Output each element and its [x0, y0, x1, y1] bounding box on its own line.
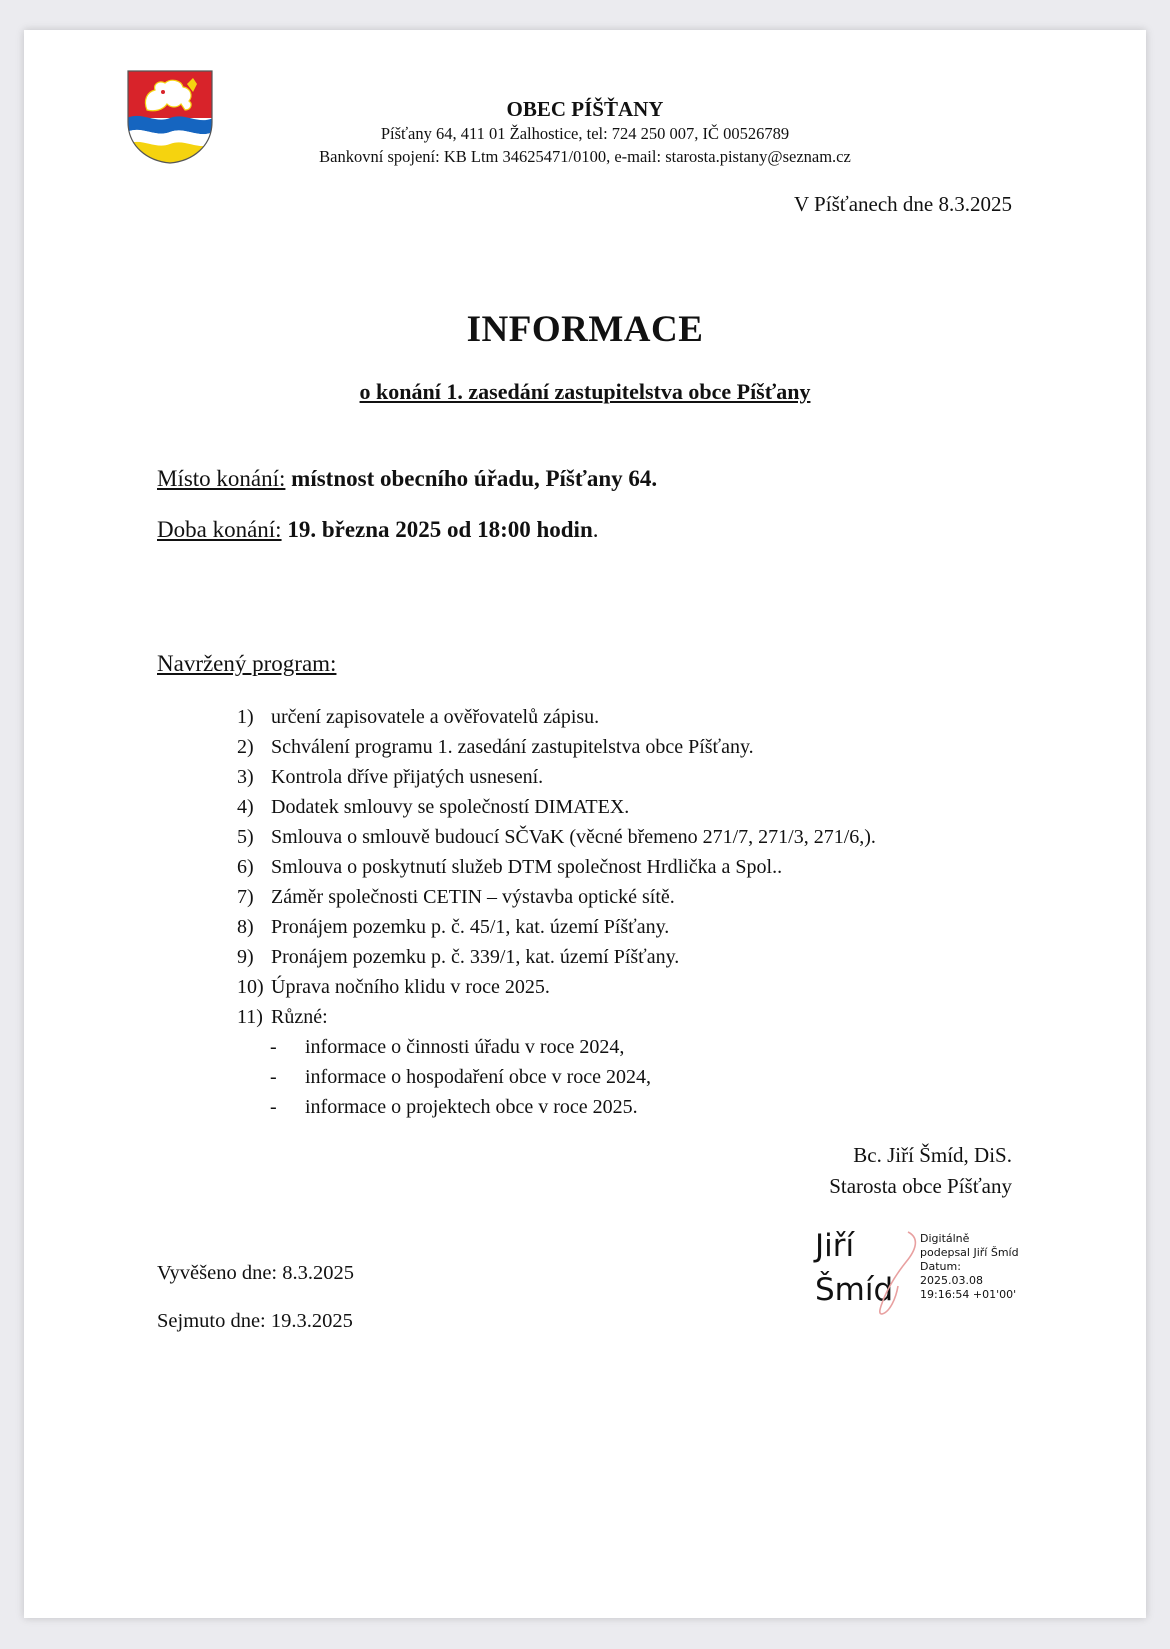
sub-item-text: informace o činnosti úřadu v roce 2024, — [305, 1036, 625, 1058]
municipality-bank-contact: Bankovní spojení: KB Ltm 34625471/0100, e-mail: starosta.pistany@seznam.cz — [319, 147, 851, 166]
program-item-text: Úprava nočního klidu v roce 2025. — [271, 976, 550, 998]
program-item — [237, 1002, 876, 1032]
meeting-time — [157, 517, 599, 543]
meeting-time-value: 19. března 2025 od 18:00 hodin — [287, 517, 593, 542]
program-sub-item — [270, 1062, 651, 1092]
program-sub-item — [270, 1092, 651, 1122]
signature-detail-line: podepsal Jiří Šmíd — [920, 1246, 1019, 1259]
program-item-number: 3) — [237, 766, 254, 788]
program-list — [237, 702, 876, 1032]
program-sub-list — [270, 1032, 651, 1122]
program-item-text: Smlouva o smlouvě budoucí SČVaK (věcné břemeno 271/7, 271/3, 271/6,). — [271, 826, 876, 848]
program-item — [237, 912, 876, 942]
program-item-number: 8) — [237, 916, 254, 938]
sub-item-text: informace o hospodaření obce v roce 2024, — [305, 1066, 651, 1088]
program-item-text: Pronájem pozemku p. č. 45/1, kat. území Píšťany. — [271, 916, 670, 938]
program-item — [237, 822, 876, 852]
program-item-text: určení zapisovatele a ověřovatelů zápisu. — [271, 706, 600, 728]
sub-item-dash: - — [270, 1096, 277, 1118]
signer-name: Bc. Jiří Šmíd, DiS. — [853, 1143, 1012, 1167]
sub-item-text: informace o projektech obce v roce 2025. — [305, 1096, 638, 1118]
program-item-number: 6) — [237, 856, 254, 878]
digital-signature-details — [920, 1232, 1019, 1302]
program-item — [237, 762, 876, 792]
digital-signature-first-name: Jiří — [815, 1228, 855, 1264]
program-item-text: Různé: — [271, 1006, 328, 1028]
signer-role: Starosta obce Píšťany — [829, 1174, 1012, 1198]
program-item-number: 2) — [237, 736, 254, 758]
signature-detail-line: Digitálně — [920, 1232, 970, 1245]
letterhead — [230, 96, 940, 168]
meeting-place-value: místnost obecního úřadu, Píšťany 64. — [291, 466, 658, 491]
digital-signature-last-name: Šmíd — [815, 1272, 894, 1308]
document-date: V Píšťanech dne 8.3.2025 — [794, 192, 1012, 216]
meeting-place-label: Místo konání: — [157, 466, 286, 491]
program-item — [237, 732, 876, 762]
program-item-number: 9) — [237, 946, 254, 968]
program-item-number: 1) — [237, 706, 254, 728]
meeting-time-label: Doba konání: — [157, 517, 282, 542]
signature-detail-line: 19:16:54 +01'00' — [920, 1288, 1017, 1301]
document-subtitle: o konání 1. zasedání zastupitelstva obce Píšťany — [359, 379, 811, 404]
program-item — [237, 942, 876, 972]
program-item-number: 7) — [237, 886, 254, 908]
signature-detail-line: 2025.03.08 — [920, 1274, 983, 1287]
program-item — [237, 852, 876, 882]
posted-date: Vyvěšeno dne: 8.3.2025 — [157, 1262, 355, 1284]
program-item-text: Záměr společnosti CETIN – výstavba optické sítě. — [271, 886, 675, 908]
meeting-place — [157, 466, 657, 492]
program-item-number: 4) — [237, 796, 254, 818]
program-item-text: Schválení programu 1. zasedání zastupitelstva obce Píšťany. — [271, 736, 754, 758]
program-sub-item — [270, 1032, 651, 1062]
signer-block — [829, 1140, 1012, 1202]
removed-date: Sejmuto dne: 19.3.2025 — [157, 1310, 353, 1332]
program-item-text: Smlouva o poskytnutí služeb DTM společnost Hrdlička a Spol.. — [271, 856, 783, 878]
coat-of-arms-icon — [127, 70, 213, 164]
program-item — [237, 792, 876, 822]
program-item-number: 10) — [237, 976, 264, 998]
program-item-number: 5) — [237, 826, 254, 848]
sub-item-dash: - — [270, 1036, 277, 1058]
program-item — [237, 972, 876, 1002]
municipality-address: Píšťany 64, 411 01 Žalhostice, tel: 724 250 007, IČ 00526789 — [380, 124, 790, 143]
municipality-name: OBEC PÍŠŤANY — [506, 97, 664, 121]
document-title: INFORMACE — [466, 309, 704, 350]
meeting-time-tail: . — [592, 517, 599, 542]
program-item — [237, 882, 876, 912]
program-heading: Navržený program: — [157, 651, 337, 676]
sub-item-dash: - — [270, 1066, 277, 1088]
program-item-text: Kontrola dříve přijatých usnesení. — [271, 766, 544, 788]
signature-detail-line: Datum: — [920, 1260, 961, 1273]
program-item-text: Pronájem pozemku p. č. 339/1, kat. území Píšťany. — [271, 946, 680, 968]
program-item-text: Dodatek smlouvy se společností DIMATEX. — [271, 796, 630, 818]
signature-stroke-icon — [868, 1228, 922, 1318]
program-item-number: 11) — [237, 1006, 263, 1028]
program-item — [237, 702, 876, 732]
